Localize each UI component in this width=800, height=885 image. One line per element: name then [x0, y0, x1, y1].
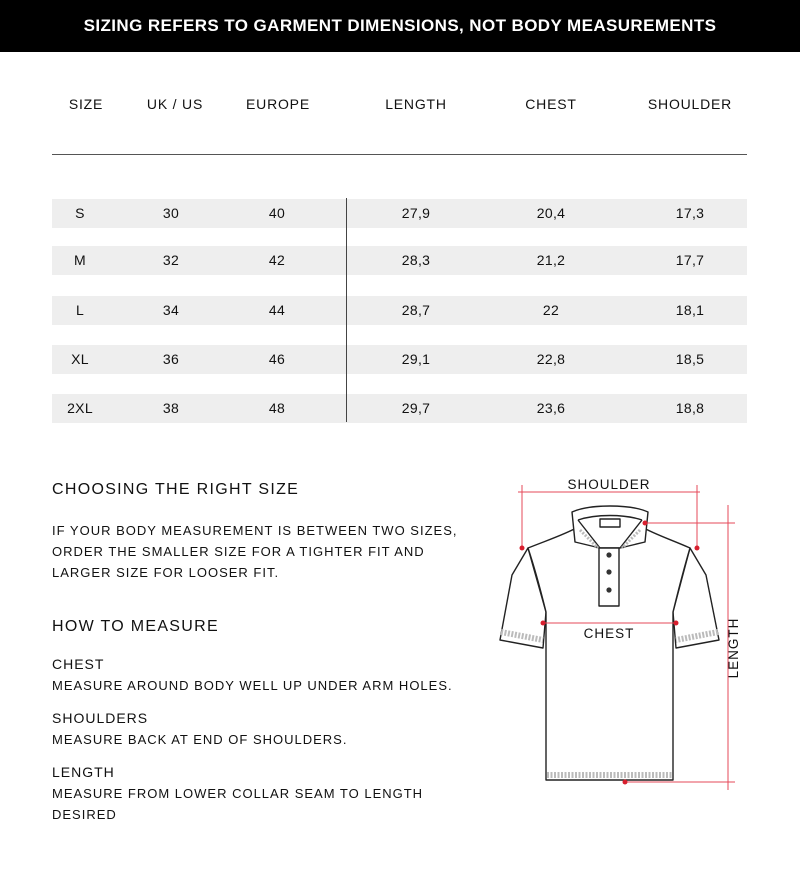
- table-row: [52, 296, 747, 325]
- cell-length: 27,9: [401, 205, 431, 221]
- table-column-divider: [346, 198, 347, 422]
- cell-size: M: [74, 252, 86, 268]
- cell-europe: 44: [268, 302, 286, 318]
- cell-shoulder: 18,5: [675, 351, 705, 367]
- header-chest: CHEST: [525, 96, 577, 112]
- length-label-diagram: LENGTH: [726, 617, 741, 679]
- cell-chest: 21,2: [536, 252, 566, 268]
- table-row: [52, 394, 747, 423]
- header-shoulder: SHOULDER: [647, 96, 733, 112]
- length-text: [52, 783, 472, 825]
- header-europe: EUROPE: [246, 96, 310, 112]
- length-line: DESIRED: [52, 807, 117, 822]
- header-size: SIZE: [68, 96, 104, 112]
- cell-uk-us: 32: [162, 252, 180, 268]
- cell-length: 29,1: [401, 351, 431, 367]
- cell-size: S: [75, 205, 85, 221]
- choosing-title: CHOOSING THE RIGHT SIZE: [52, 481, 300, 498]
- cell-chest: 22: [542, 302, 560, 318]
- cell-shoulder: 17,3: [675, 205, 705, 221]
- cell-europe: 40: [268, 205, 286, 221]
- cell-chest: 20,4: [536, 205, 566, 221]
- sizing-banner: [0, 0, 800, 52]
- cell-shoulder: 17,7: [675, 252, 705, 268]
- polo-shirt-diagram: [495, 470, 745, 800]
- cell-europe: 48: [268, 400, 286, 416]
- cell-europe: 42: [268, 252, 286, 268]
- cell-uk-us: 38: [162, 400, 180, 416]
- measure-title: HOW TO MEASURE: [52, 618, 219, 635]
- cell-chest: 22,8: [536, 351, 566, 367]
- table-row: [52, 246, 747, 275]
- shirt-outline: [500, 506, 719, 780]
- shoulder-label: SHOULDER: [567, 477, 651, 492]
- cell-length: 28,3: [401, 252, 431, 268]
- cell-length: 29,7: [401, 400, 431, 416]
- cell-size: XL: [71, 351, 89, 367]
- table-row: [52, 199, 747, 228]
- cell-chest: 23,6: [536, 400, 566, 416]
- length-label: LENGTH: [52, 764, 115, 780]
- cell-europe: 46: [268, 351, 286, 367]
- cell-size: L: [75, 302, 85, 318]
- chest-text: MEASURE AROUND BODY WELL UP UNDER ARM HOLES.: [52, 678, 453, 693]
- header-length: LENGTH: [385, 96, 447, 112]
- cell-length: 28,7: [401, 302, 431, 318]
- cell-size: 2XL: [67, 400, 93, 416]
- cell-uk-us: 34: [162, 302, 180, 318]
- header-uk-us: UK / US: [146, 96, 204, 112]
- chest-label-diagram: CHEST: [583, 626, 635, 641]
- choosing-line: IF YOUR BODY MEASUREMENT IS BETWEEN TWO SIZES,: [52, 523, 458, 538]
- choosing-text: [52, 520, 472, 583]
- choosing-line: ORDER THE SMALLER SIZE FOR A TIGHTER FIT AND: [52, 544, 425, 559]
- table-row: [52, 345, 747, 374]
- cell-uk-us: 30: [162, 205, 180, 221]
- header-divider: [52, 154, 747, 155]
- shoulders-label: SHOULDERS: [52, 710, 149, 726]
- shoulders-text: MEASURE BACK AT END OF SHOULDERS.: [52, 732, 348, 747]
- cell-shoulder: 18,8: [675, 400, 705, 416]
- choosing-line: LARGER SIZE FOR LOOSER FIT.: [52, 565, 280, 580]
- cell-shoulder: 18,1: [675, 302, 705, 318]
- cell-uk-us: 36: [162, 351, 180, 367]
- chest-label: CHEST: [52, 656, 105, 672]
- banner-text: SIZING REFERS TO GARMENT DIMENSIONS, NOT BODY MEASUREMENTS: [83, 16, 717, 35]
- length-line: MEASURE FROM LOWER COLLAR SEAM TO LENGTH: [52, 786, 424, 801]
